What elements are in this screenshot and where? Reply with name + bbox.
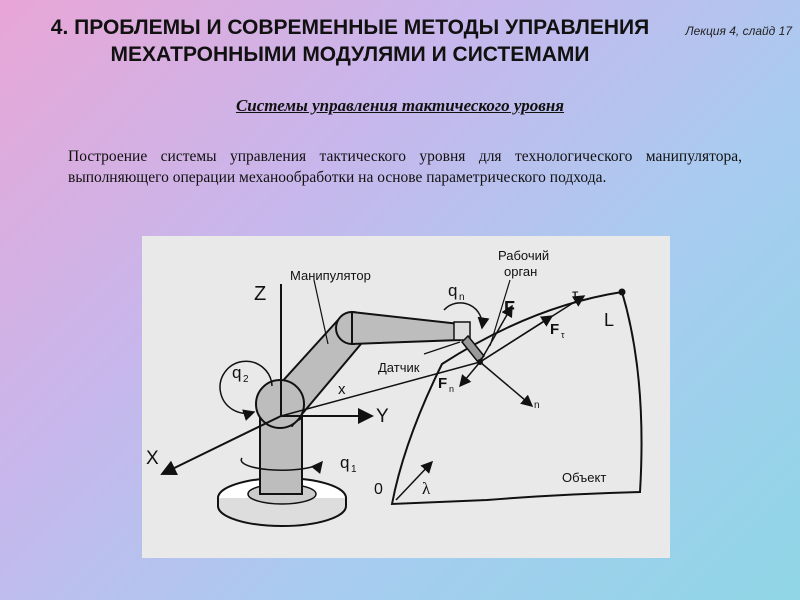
label-working-organ-2: орган <box>504 264 538 279</box>
arm-link-2 <box>352 312 460 344</box>
label-f-tau-sub: τ <box>561 330 565 340</box>
label-q1: q <box>340 453 350 472</box>
n-vector <box>480 362 532 406</box>
label-object: Объект <box>562 470 607 485</box>
label-qn-sub: n <box>459 292 465 303</box>
label-manipulator: Манипулятор <box>290 268 371 283</box>
sensor-leader <box>424 342 460 354</box>
label-f-tau: F <box>550 321 560 338</box>
label-z: Z <box>254 283 267 305</box>
label-working-organ-1: Рабочий <box>498 248 550 263</box>
label-fn: F <box>438 375 448 392</box>
label-zero: 0 <box>374 481 383 498</box>
manipulator-diagram <box>142 236 670 558</box>
lecture-reference: Лекция 4, слайд 17 <box>685 24 792 38</box>
manipulator-leader <box>314 280 328 344</box>
label-q1-sub: 1 <box>351 464 357 475</box>
label-tau: τ <box>572 287 579 304</box>
label-q2-sub: 2 <box>243 374 249 385</box>
label-f: F <box>504 298 515 318</box>
label-x-axis: X <box>146 448 159 469</box>
label-sensor: Датчик <box>378 360 420 375</box>
point-L <box>619 289 626 296</box>
section-subtitle: Системы управления тактического уровня <box>235 96 565 115</box>
fn-vector <box>460 362 480 386</box>
manipulator-diagram-svg <box>142 236 670 558</box>
slide-title <box>20 14 680 68</box>
description-paragraph: Построение системы управления тактического уровня для технологического манипулятора, выполняющего операции механообработки на основе параметрического подхода. <box>68 148 742 186</box>
slide-title-line2: МЕХАТРОННЫМИ МОДУЛЯМИ И СИСТЕМАМИ <box>110 43 590 66</box>
label-qn: q <box>448 281 458 300</box>
label-n: n <box>534 400 540 411</box>
label-lambda: λ <box>422 479 431 498</box>
slide-title-line1: 4. ПРОБЛЕМЫ И СОВРЕМЕННЫЕ МЕТОДЫ УПРАВЛЕНИЯ <box>50 16 650 39</box>
label-q2: q <box>232 363 242 382</box>
label-y: Y <box>376 406 389 427</box>
label-x-vec: x <box>338 381 346 398</box>
label-L: L <box>604 310 615 330</box>
label-fn-sub: n <box>449 384 455 394</box>
